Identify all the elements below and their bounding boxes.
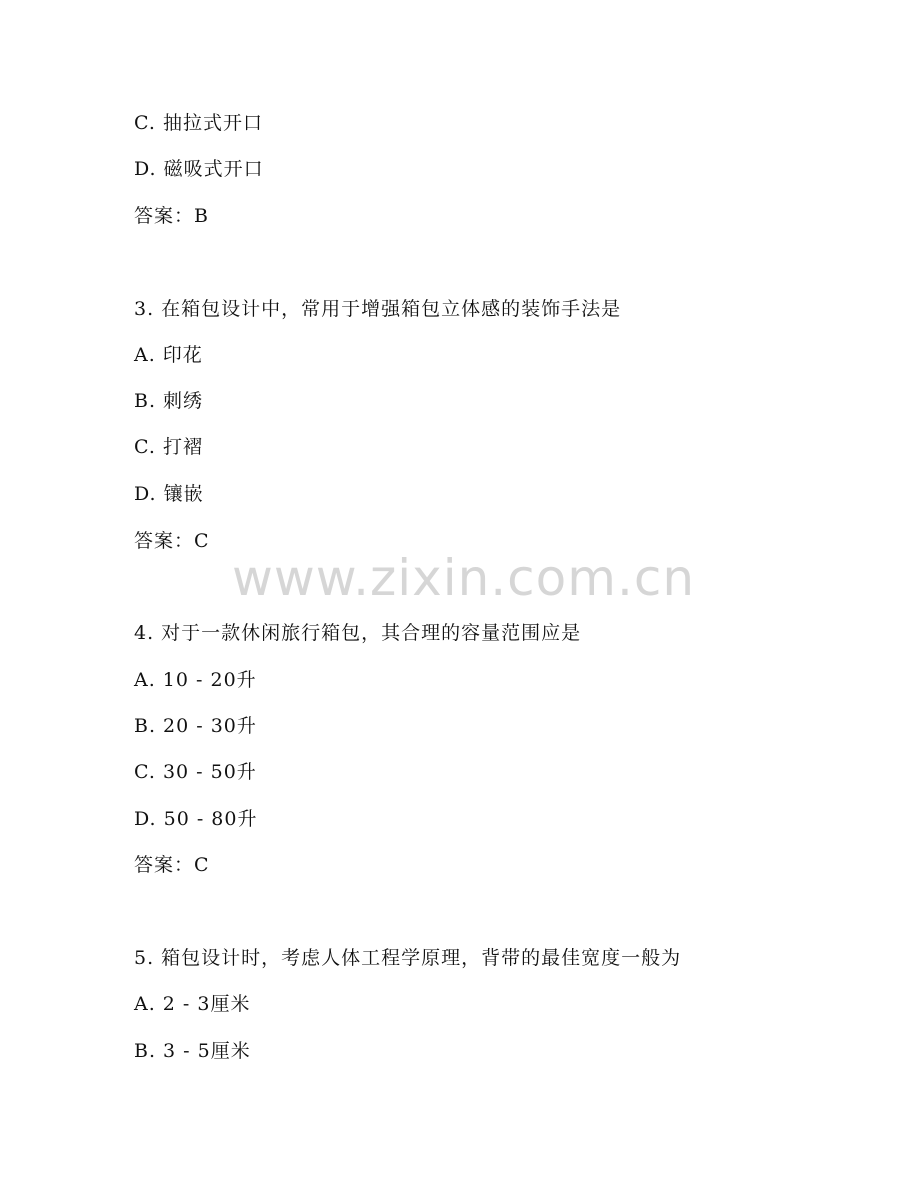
q5-option-a: A. 2 - 3厘米 bbox=[134, 993, 251, 1015]
q4-option-a: A. 10 - 20升 bbox=[134, 669, 257, 691]
q5-option-b: B. 3 - 5厘米 bbox=[134, 1040, 251, 1062]
q3-question: 3. 在箱包设计中，常用于增强箱包立体感的装饰手法是 bbox=[134, 298, 622, 320]
q2-answer: 答案：B bbox=[134, 205, 209, 227]
q2-option-d: D. 磁吸式开口 bbox=[134, 158, 264, 180]
watermark: www.zixin.com.cn bbox=[232, 549, 696, 607]
q4-option-d: D. 50 - 80升 bbox=[134, 808, 258, 830]
q5-question: 5. 箱包设计时，考虑人体工程学原理，背带的最佳宽度一般为 bbox=[134, 947, 682, 969]
q4-answer: 答案：C bbox=[134, 854, 210, 876]
q2-option-c: C. 抽拉式开口 bbox=[134, 112, 263, 134]
q3-option-b: B. 刺绣 bbox=[134, 390, 204, 412]
q3-option-c: C. 打褶 bbox=[134, 436, 203, 458]
q4-option-b: B. 20 - 30升 bbox=[134, 715, 257, 737]
q3-option-a: A. 印花 bbox=[134, 344, 203, 366]
q3-answer: 答案：C bbox=[134, 530, 210, 552]
q3-option-d: D. 镶嵌 bbox=[134, 483, 204, 505]
q4-question: 4. 对于一款休闲旅行箱包，其合理的容量范围应是 bbox=[134, 622, 582, 644]
q4-option-c: C. 30 - 50升 bbox=[134, 761, 257, 783]
